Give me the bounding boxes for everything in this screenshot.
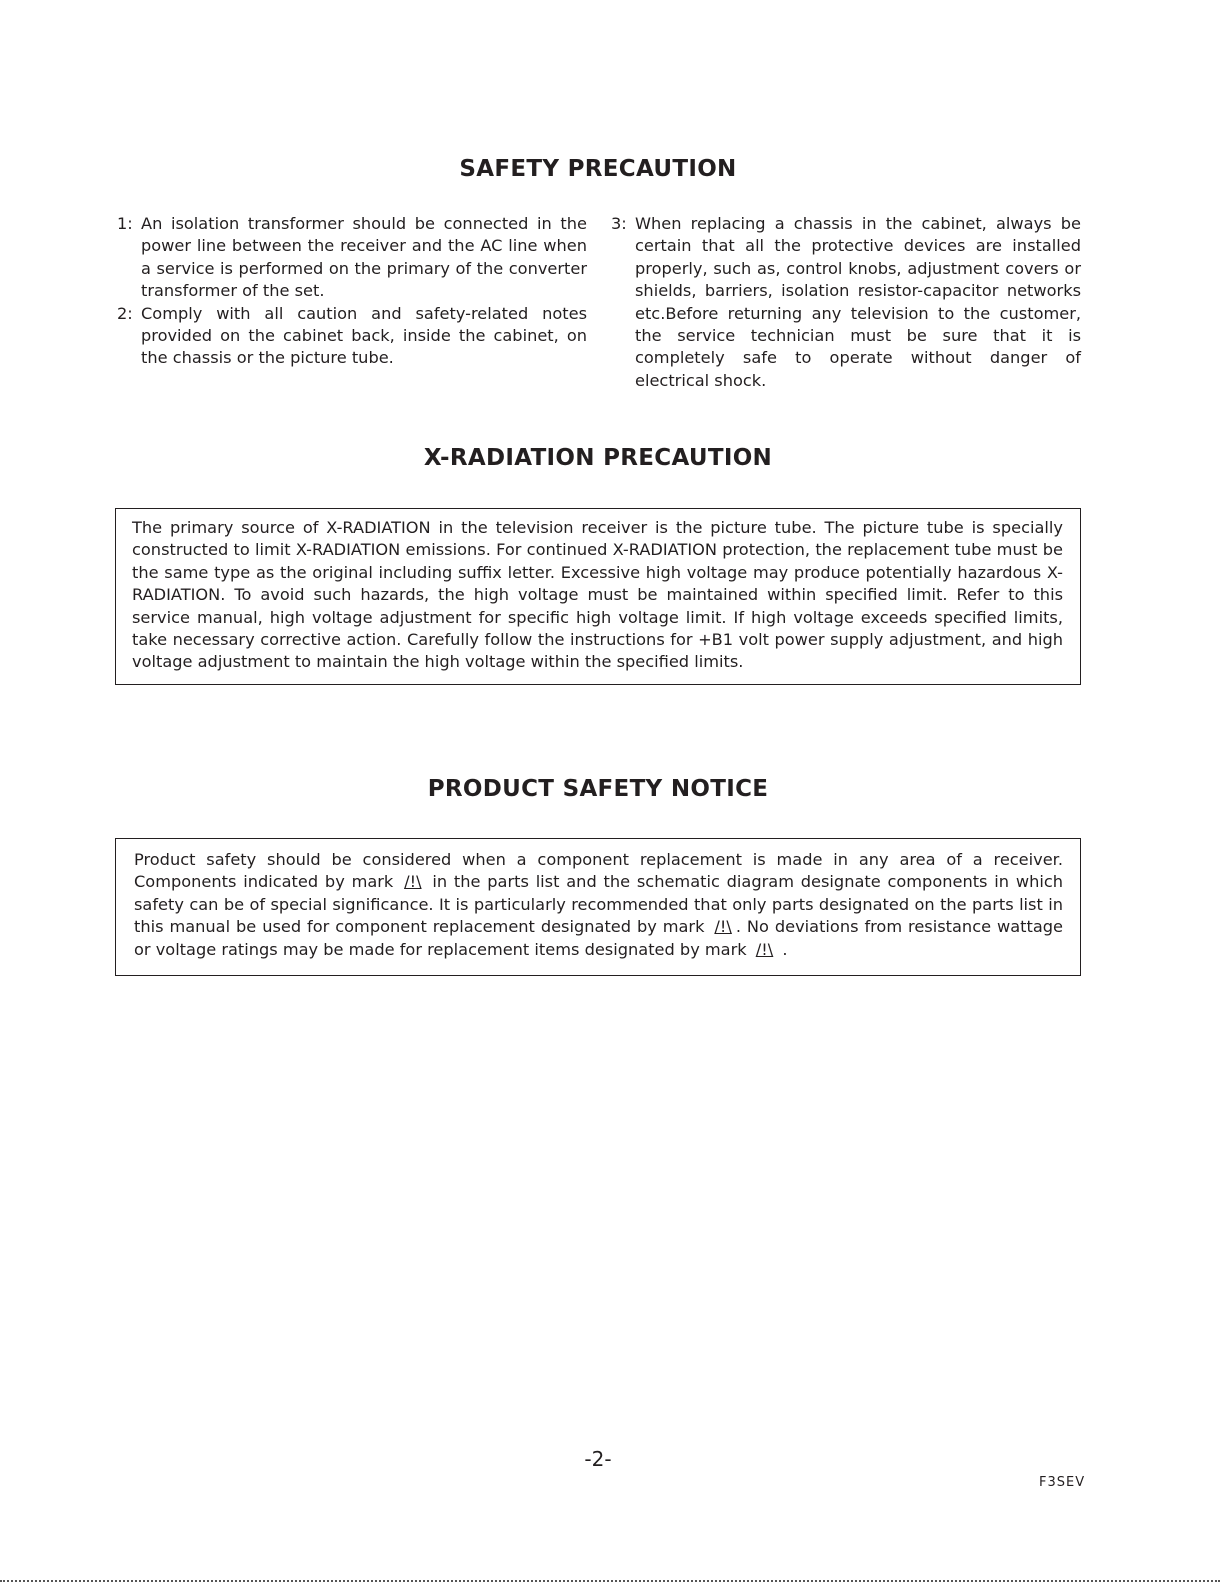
- product-text: .: [782, 939, 788, 959]
- product-text: . No deviations from resistance wattage or voltage ratings may be made for replacement items designated by mark: [134, 917, 1063, 959]
- item-number: 3:: [611, 214, 627, 233]
- product-text: in the parts list and the schematic diagram designate components in which safety can be of special significance. It is particularly recommended that only parts designated on the parts list in this manual be used for component replacement designated by mark: [134, 872, 1064, 937]
- item-number: 1:: [117, 214, 133, 233]
- warning-mark-icon: /!\: [755, 939, 774, 959]
- list-item: [611, 213, 1081, 392]
- warning-mark-icon: /!\: [714, 917, 732, 937]
- safety-left-column: [117, 213, 587, 370]
- item-text: An isolation transformer should be connected in the power line between the receiver and the AC line when a service is performed on the primary of the converter transformer of the set.: [141, 214, 587, 301]
- item-text: Comply with all caution and safety-related notes provided on the cabinet back, inside the cabinet, on the chassis or the picture tube.: [141, 303, 587, 368]
- xradiation-box: [115, 508, 1081, 685]
- warning-mark-icon: /!\: [404, 872, 422, 892]
- item-number: 2:: [117, 303, 133, 323]
- xradiation-heading: X-RADIATION PRECAUTION: [423, 445, 773, 471]
- model-code: F3SEV: [1039, 1475, 1086, 1490]
- xradiation-text: The primary source of X-RADIATION in the television receiver is the picture tube. The picture tube is specially constructed to limit X-RADIATION emissions. For continued X-RADIATION protection, the replacement tube must be the same type as the original including suffix letter. Excessive high voltage may produce potentially hazardous X-RADIATION. To avoid such hazards, the high voltage must be maintained within specified limit. Refer to this service manual, high voltage adjustment for specific high voltage limit. If high voltage exceeds specified limits, take necessary corrective action. Carefully follow the instructions for +B1 volt power supply adjustment, and high voltage adjustment to maintain the high voltage within the specified limits.: [132, 518, 1063, 672]
- list-item: [117, 303, 587, 370]
- list-item: [117, 213, 587, 303]
- bottom-divider: [0, 1580, 1220, 1582]
- product-text: Product safety should be considered when a component replacement is made in any area of a receiver. Components indicated by mark: [134, 850, 1063, 892]
- product-safety-heading: PRODUCT SAFETY NOTICE: [427, 776, 769, 802]
- safety-right-column: [611, 213, 1081, 392]
- safety-precaution-heading: SAFETY PRECAUTION: [459, 156, 737, 182]
- item-text: When replacing a chassis in the cabinet, always be certain that all the protective devices are installed properly, such as, control knobs, adjustment covers or shields, barriers, isolation resistor-capacitor networks etc.Before returning any television to the customer, the service technician must be sure that it is completely safe to operate without danger of electrical shock.: [635, 214, 1081, 390]
- page-number: -2-: [584, 1447, 612, 1471]
- product-safety-box: [115, 838, 1081, 976]
